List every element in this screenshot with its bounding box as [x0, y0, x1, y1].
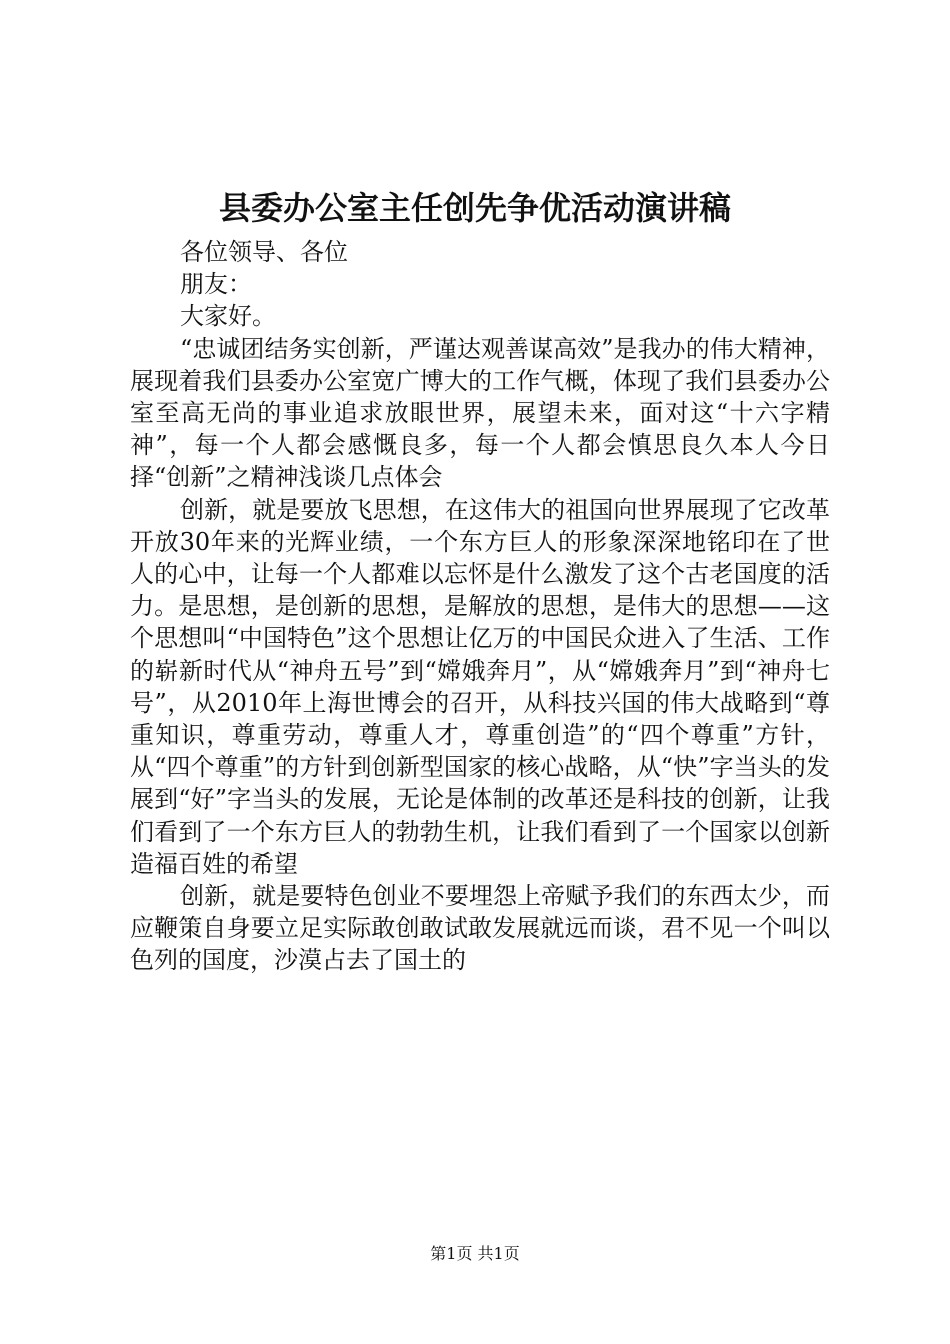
greeting-line: 大家好。	[180, 302, 276, 331]
body-paragraph-3: 创新，就是要特色创业不要埋怨上帝赋予我们的东西太少，而应鞭策自身要立足实际敢创敢试敢发展就远而谈，君不见一个叫以色列的国度，沙漠占去了国土的	[130, 882, 830, 975]
page-footer: 第1页 共1页	[430, 1244, 520, 1263]
document-body	[130, 236, 830, 977]
body-paragraph-2: 创新，就是要放飞思想，在这伟大的祖国向世界展现了它改革开放30年来的光辉业绩，一个东方巨人的形象深深地铭印在了世人的心中，让每一个人都难以忘怀是什么激发了这个古老国度的活力。是思想，是创新的思想，是解放的思想，是伟大的思想——这个思想叫“中国特色”这个思想让亿万的中国民众进入了生活、工作的崭新时代从“神舟五号”到“嫦娥奔月”，从“嫦娥奔月”到“神舟七号”，从2010年上海世博会的召开，从科技兴国的伟大战略到“尊重知识，尊重劳动，尊重人才，尊重创造”的“四个尊重”方针，从“四个尊重”的方针到创新型国家的核心战略，从“快”字当头的发展到“好”字当头的发展，无论是体制的改革还是科技的创新，让我们看到了一个东方巨人的勃勃生机，让我们看到了一个国家以创新造福百姓的希望	[130, 495, 830, 878]
salutation-line-1: 各位领导、各位	[180, 238, 348, 266]
salutation-line-2: 朋友：	[180, 270, 252, 299]
document-title: 县委办公室主任创先争优活动演讲稿	[218, 189, 731, 227]
body-paragraph-1: “忠诚团结务实创新，严谨达观善谋高效”是我办的伟大精神，展现着我们县委办公室宽广博大的工作气概，体现了我们县委办公室至高无尚的事业追求放眼世界，展望未来，面对这“十六字精神”，每一个人都会感慨良多，每一个人都会慎思良久本人今日择“创新”之精神浅谈几点体会	[130, 334, 830, 492]
